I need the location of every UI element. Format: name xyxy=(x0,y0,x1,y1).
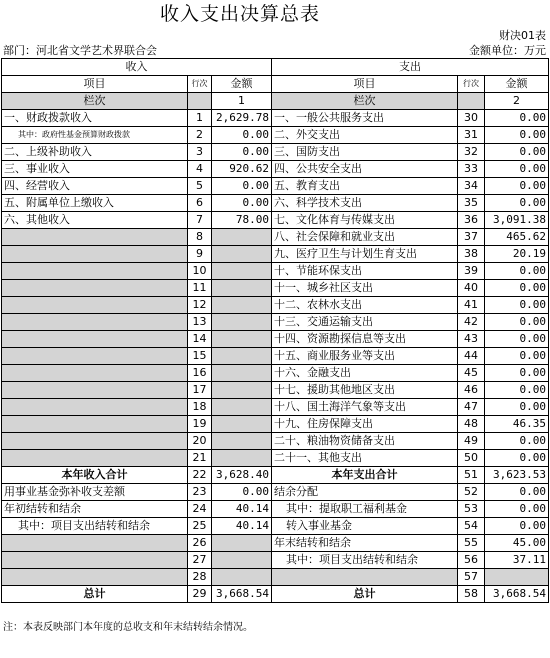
table-row xyxy=(2,195,549,212)
expense-amount: 0.00 xyxy=(485,484,549,501)
expense-row-number: 40 xyxy=(458,280,485,297)
income-amount: 0.00 xyxy=(212,178,272,195)
expense-item: 一、一般公共服务支出 xyxy=(272,110,458,127)
expense-row-number: 48 xyxy=(458,416,485,433)
expense-amount: 45.00 xyxy=(485,535,549,552)
expense-row-number: 46 xyxy=(458,382,485,399)
income-row-number: 23 xyxy=(188,484,212,501)
expense-row-number: 38 xyxy=(458,246,485,263)
expense-row-number: 42 xyxy=(458,314,485,331)
expense-item: 总计 xyxy=(272,586,458,603)
expense-item: 七、文化体育与传媒支出 xyxy=(272,212,458,229)
expense-col-index: 2 xyxy=(485,93,549,110)
income-row-number: 13 xyxy=(188,314,212,331)
expense-item: 其中：提取职工福利基金 xyxy=(272,501,458,518)
income-item xyxy=(2,246,188,263)
expense-amount: 37.11 xyxy=(485,552,549,569)
table-row xyxy=(2,246,549,263)
table-row xyxy=(2,178,549,195)
expense-item-header: 项目 xyxy=(272,76,458,93)
column-index-row xyxy=(2,93,549,110)
expense-row-number: 53 xyxy=(458,501,485,518)
income-amount-header: 金额 xyxy=(212,76,272,93)
expense-amount: 0.00 xyxy=(485,331,549,348)
expense-row-number: 55 xyxy=(458,535,485,552)
expense-item: 九、医疗卫生与计划生育支出 xyxy=(272,246,458,263)
income-row-number: 4 xyxy=(188,161,212,178)
income-amount xyxy=(212,433,272,450)
expense-item: 五、教育支出 xyxy=(272,178,458,195)
expense-amount: 0.00 xyxy=(485,127,549,144)
table-row xyxy=(2,348,549,365)
income-amount: 78.00 xyxy=(212,212,272,229)
expense-item: 十、节能环保支出 xyxy=(272,263,458,280)
expense-amount: 0.00 xyxy=(485,501,549,518)
table-row xyxy=(2,212,549,229)
expense-amount: 0.00 xyxy=(485,110,549,127)
income-row-number: 6 xyxy=(188,195,212,212)
expense-item: 本年支出合计 xyxy=(272,467,458,484)
expense-row-number: 30 xyxy=(458,110,485,127)
expense-row-number: 33 xyxy=(458,161,485,178)
expense-row-number: 36 xyxy=(458,212,485,229)
page-title: 收入支出决算总表 xyxy=(159,3,320,25)
income-row-number: 26 xyxy=(188,535,212,552)
income-item xyxy=(2,535,188,552)
table-row xyxy=(2,365,549,382)
expense-row-number: 52 xyxy=(458,484,485,501)
income-item: 五、附属单位上缴收入 xyxy=(2,195,188,212)
income-row-number: 16 xyxy=(188,365,212,382)
expense-item: 十五、商业服务业等支出 xyxy=(272,348,458,365)
income-amount xyxy=(212,569,272,586)
expense-amount: 0.00 xyxy=(485,263,549,280)
income-amount xyxy=(212,450,272,467)
income-row-number: 3 xyxy=(188,144,212,161)
expense-amount: 0.00 xyxy=(485,399,549,416)
expense-amount: 465.62 xyxy=(485,229,549,246)
income-amount: 3,668.54 xyxy=(212,586,272,603)
expense-item: 六、科学技术支出 xyxy=(272,195,458,212)
income-item: 年初结转和结余 xyxy=(2,501,188,518)
expense-amount: 0.00 xyxy=(485,450,549,467)
expense-amount: 0.00 xyxy=(485,195,549,212)
expense-amount: 3,623.53 xyxy=(485,467,549,484)
income-amount: 0.00 xyxy=(212,144,272,161)
expense-item: 十九、住房保障支出 xyxy=(272,416,458,433)
income-item xyxy=(2,331,188,348)
expense-amount: 3,091.38 xyxy=(485,212,549,229)
income-rowno-blank xyxy=(188,93,212,110)
income-item: 二、上级补助收入 xyxy=(2,144,188,161)
expense-row-number: 43 xyxy=(458,331,485,348)
form-number: 财决01表 xyxy=(499,29,546,42)
income-amount xyxy=(212,399,272,416)
income-row-number: 18 xyxy=(188,399,212,416)
section-header-row xyxy=(2,59,549,76)
income-amount: 0.00 xyxy=(212,195,272,212)
expense-item: 二十一、其他支出 xyxy=(272,450,458,467)
expense-row-number: 35 xyxy=(458,195,485,212)
income-amount xyxy=(212,297,272,314)
expense-item: 八、社会保障和就业支出 xyxy=(272,229,458,246)
income-amount xyxy=(212,280,272,297)
income-amount xyxy=(212,552,272,569)
expense-item: 十八、国土海洋气象等支出 xyxy=(272,399,458,416)
income-row-number: 28 xyxy=(188,569,212,586)
table-row xyxy=(2,229,549,246)
table-row xyxy=(2,552,549,569)
income-item xyxy=(2,365,188,382)
table-row xyxy=(2,535,549,552)
expense-amount: 0.00 xyxy=(485,161,549,178)
income-amount xyxy=(212,535,272,552)
expense-item: 转入事业基金 xyxy=(272,518,458,535)
expense-amount xyxy=(485,569,549,586)
table-row xyxy=(2,518,549,535)
income-amount: 2,629.78 xyxy=(212,110,272,127)
table-row xyxy=(2,263,549,280)
table-row xyxy=(2,569,549,586)
income-item-header: 项目 xyxy=(2,76,188,93)
expense-amount-header: 金额 xyxy=(485,76,549,93)
expense-item: 结余分配 xyxy=(272,484,458,501)
income-amount xyxy=(212,365,272,382)
expense-amount: 0.00 xyxy=(485,297,549,314)
table-row xyxy=(2,586,549,603)
income-item xyxy=(2,552,188,569)
table-row xyxy=(2,450,549,467)
expense-item: 二、外交支出 xyxy=(272,127,458,144)
table-row xyxy=(2,433,549,450)
income-item: 四、经营收入 xyxy=(2,178,188,195)
expense-item: 十七、援助其他地区支出 xyxy=(272,382,458,399)
income-row-number: 24 xyxy=(188,501,212,518)
income-row-number: 12 xyxy=(188,297,212,314)
income-amount: 0.00 xyxy=(212,484,272,501)
income-item xyxy=(2,314,188,331)
income-amount: 0.00 xyxy=(212,127,272,144)
expense-rowno-blank xyxy=(458,93,485,110)
income-header: 收入 xyxy=(2,59,272,76)
table-row xyxy=(2,110,549,127)
income-item xyxy=(2,280,188,297)
expense-row-number: 31 xyxy=(458,127,485,144)
footnote: 注：本表反映部门本年度的总收支和年末结转结余情况。 xyxy=(3,622,253,633)
expense-row-number: 44 xyxy=(458,348,485,365)
expense-item: 十六、金融支出 xyxy=(272,365,458,382)
income-rowno-header: 行次 xyxy=(188,76,212,93)
income-row-number: 7 xyxy=(188,212,212,229)
department-label: 部门：河北省文学艺术界联合会 xyxy=(3,44,157,57)
income-amount: 920.62 xyxy=(212,161,272,178)
expense-row-number: 58 xyxy=(458,586,485,603)
income-row-number: 29 xyxy=(188,586,212,603)
income-item: 一、财政拨款收入 xyxy=(2,110,188,127)
income-row-number: 14 xyxy=(188,331,212,348)
expense-amount: 0.00 xyxy=(485,433,549,450)
income-row-number: 1 xyxy=(188,110,212,127)
income-row-number: 25 xyxy=(188,518,212,535)
expense-item: 十二、农林水支出 xyxy=(272,297,458,314)
income-amount xyxy=(212,382,272,399)
table-row xyxy=(2,416,549,433)
income-item xyxy=(2,382,188,399)
table-row xyxy=(2,484,549,501)
income-item xyxy=(2,416,188,433)
income-item xyxy=(2,348,188,365)
income-item: 其中：政府性基金预算财政拨款 xyxy=(2,127,188,144)
income-item: 三、事业收入 xyxy=(2,161,188,178)
income-item: 六、其他收入 xyxy=(2,212,188,229)
expense-row-number: 54 xyxy=(458,518,485,535)
table-row xyxy=(2,331,549,348)
income-row-number: 21 xyxy=(188,450,212,467)
income-item xyxy=(2,433,188,450)
expense-item: 十四、资源勘探信息等支出 xyxy=(272,331,458,348)
income-row-number: 22 xyxy=(188,467,212,484)
expense-row-number: 37 xyxy=(458,229,485,246)
expense-row-number: 49 xyxy=(458,433,485,450)
expense-amount: 0.00 xyxy=(485,382,549,399)
expense-row-number: 41 xyxy=(458,297,485,314)
income-row-number: 11 xyxy=(188,280,212,297)
expense-row-number: 50 xyxy=(458,450,485,467)
income-row-number: 15 xyxy=(188,348,212,365)
income-amount: 40.14 xyxy=(212,518,272,535)
expense-amount: 0.00 xyxy=(485,314,549,331)
income-row-number: 8 xyxy=(188,229,212,246)
expense-row-number: 34 xyxy=(458,178,485,195)
expense-item: 十一、城乡社区支出 xyxy=(272,280,458,297)
expense-amount: 46.35 xyxy=(485,416,549,433)
expense-item: 年末结转和结余 xyxy=(272,535,458,552)
income-item xyxy=(2,263,188,280)
income-item xyxy=(2,229,188,246)
expense-amount: 0.00 xyxy=(485,348,549,365)
column-header-row xyxy=(2,76,549,93)
income-row-number: 9 xyxy=(188,246,212,263)
income-item xyxy=(2,569,188,586)
expense-item: 其中：项目支出结转和结余 xyxy=(272,552,458,569)
table-row xyxy=(2,314,549,331)
income-item: 用事业基金弥补收支差额 xyxy=(2,484,188,501)
income-row-number: 27 xyxy=(188,552,212,569)
expense-amount: 3,668.54 xyxy=(485,586,549,603)
income-item xyxy=(2,450,188,467)
expense-amount: 20.19 xyxy=(485,246,549,263)
expense-row-number: 47 xyxy=(458,399,485,416)
income-amount xyxy=(212,416,272,433)
income-col-label: 栏次 xyxy=(2,93,188,110)
amount-unit: 金额单位：万元 xyxy=(469,44,546,57)
expense-col-label: 栏次 xyxy=(272,93,458,110)
table-row xyxy=(2,127,549,144)
expense-amount: 0.00 xyxy=(485,365,549,382)
expense-header: 支出 xyxy=(272,59,549,76)
income-col-index: 1 xyxy=(212,93,272,110)
table-row xyxy=(2,467,549,484)
expense-item: 十三、交通运输支出 xyxy=(272,314,458,331)
expense-amount: 0.00 xyxy=(485,518,549,535)
expense-item xyxy=(272,569,458,586)
expense-row-number: 39 xyxy=(458,263,485,280)
income-item xyxy=(2,399,188,416)
income-row-number: 20 xyxy=(188,433,212,450)
income-row-number: 10 xyxy=(188,263,212,280)
expense-amount: 0.00 xyxy=(485,280,549,297)
income-item xyxy=(2,297,188,314)
income-amount: 40.14 xyxy=(212,501,272,518)
table-row xyxy=(2,399,549,416)
table-row xyxy=(2,280,549,297)
expense-amount: 0.00 xyxy=(485,144,549,161)
table-row xyxy=(2,501,549,518)
expense-row-number: 56 xyxy=(458,552,485,569)
expense-item: 二十、粮油物资储备支出 xyxy=(272,433,458,450)
expense-row-number: 51 xyxy=(458,467,485,484)
expense-row-number: 57 xyxy=(458,569,485,586)
income-item: 其中：项目支出结转和结余 xyxy=(2,518,188,535)
table-row xyxy=(2,144,549,161)
income-item: 总计 xyxy=(2,586,188,603)
expense-row-number: 45 xyxy=(458,365,485,382)
income-amount xyxy=(212,229,272,246)
expense-amount: 0.00 xyxy=(485,178,549,195)
income-row-number: 19 xyxy=(188,416,212,433)
income-amount xyxy=(212,348,272,365)
income-amount xyxy=(212,314,272,331)
income-row-number: 2 xyxy=(188,127,212,144)
income-item: 本年收入合计 xyxy=(2,467,188,484)
income-amount xyxy=(212,246,272,263)
income-row-number: 5 xyxy=(188,178,212,195)
expense-rowno-header: 行次 xyxy=(458,76,485,93)
budget-table xyxy=(1,58,549,603)
income-row-number: 17 xyxy=(188,382,212,399)
table-row xyxy=(2,297,549,314)
income-amount xyxy=(212,263,272,280)
income-amount xyxy=(212,331,272,348)
table-row xyxy=(2,382,549,399)
expense-item: 三、国防支出 xyxy=(272,144,458,161)
expense-row-number: 32 xyxy=(458,144,485,161)
expense-item: 四、公共安全支出 xyxy=(272,161,458,178)
income-amount: 3,628.40 xyxy=(212,467,272,484)
table-row xyxy=(2,161,549,178)
